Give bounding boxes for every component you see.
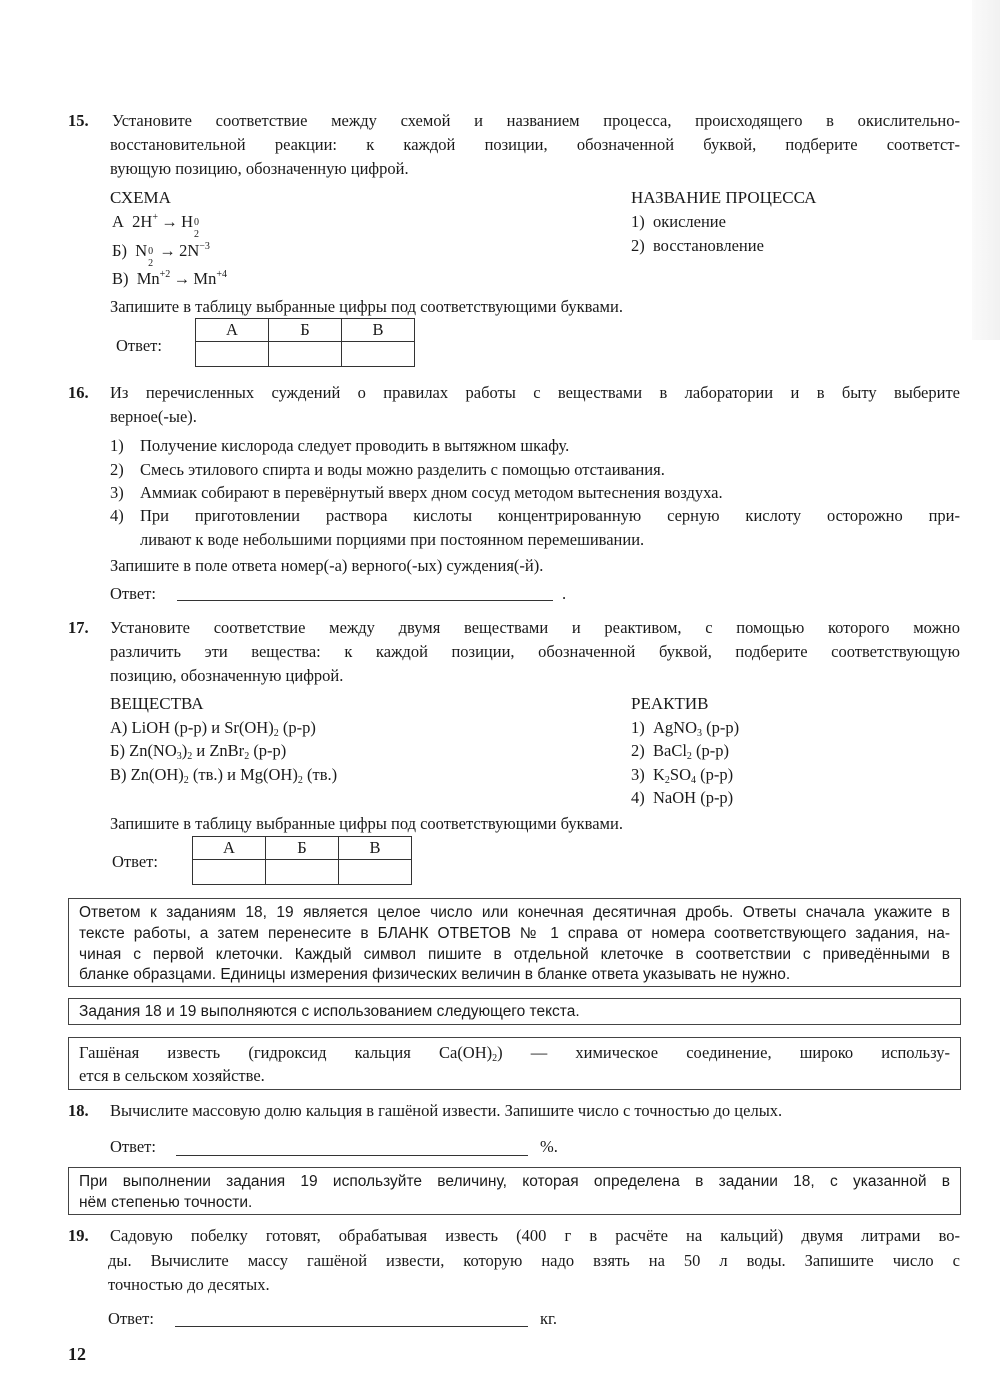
item-letter: Б) xyxy=(112,241,127,260)
option-number: 2) xyxy=(110,460,124,479)
box-text-line: ется в сельском хозяйстве. xyxy=(79,1066,265,1085)
reference-note-box xyxy=(68,998,961,1025)
answer-label: Ответ: xyxy=(110,1137,156,1156)
reagent-option-2: 2) BaCl$_2$ (р-р) xyxy=(631,741,730,762)
answer-field[interactable] xyxy=(177,600,553,601)
box-text-line: нём степенью точности. xyxy=(79,1194,253,1211)
question-text: Вычислите массовую долю кальция в гашёной извести. Запишите число с точностью до целых. xyxy=(110,1101,783,1120)
item-letter: А) xyxy=(110,718,128,737)
column-header-scheme: СХЕМА xyxy=(110,188,171,207)
box-text-line: тексте работы, а затем перенесите в БЛАНК ОТВЕТОВ № 1 справа от номера соответствующего задания, на- xyxy=(79,925,950,942)
option-number: 4) xyxy=(631,788,645,807)
answer-cell-c[interactable] xyxy=(342,342,415,367)
option-label: восстановление xyxy=(653,236,764,255)
table-header-b: Б xyxy=(266,837,339,860)
answer-unit: кг. xyxy=(540,1309,558,1328)
item-letter: В) xyxy=(110,765,127,784)
question-text-line: вующую позицию, обозначенную цифрой. xyxy=(110,159,409,178)
instructions-box xyxy=(68,898,961,987)
reagent-option-3: 3) $K_2SO_4$ (р-р) xyxy=(631,765,734,786)
table-header-a: А xyxy=(193,837,266,860)
substance-item-a: А) LiOH (р-р) и $Sr(OH)_2$ (р-р) xyxy=(110,718,316,739)
box-text-line: Ответом к заданиям 18, 19 является целое число или конечная десятичная дробь. Ответы сначала укажите в xyxy=(79,904,950,921)
question-text-line: точностью до десятых. xyxy=(108,1275,270,1294)
answer-table xyxy=(195,318,415,367)
option-text: Смесь этилового спирта и воды можно разделить с помощью отстаивания. xyxy=(140,460,665,479)
answer-instruction: Запишите в поле ответа номер(-а) верного(-ых) суждения(-й). xyxy=(110,556,544,575)
table-header-a: А xyxy=(196,319,269,342)
process-option-2 xyxy=(631,235,764,257)
question-text-line: различить эти вещества: к каждой позиции, обозначенной буквой, подберите соответствующую xyxy=(110,642,960,661)
question-text-line: ды. Вычислите массу гашёной извести, которую надо взять на 50 л воды. Запишите число с xyxy=(108,1251,960,1270)
option-number: 3) xyxy=(631,765,645,784)
box-text-line: чиная с первой клеточки. Каждый символ пишите в отдельной клеточке в соответствии с приведёнными в xyxy=(79,946,950,963)
column-header-substances: ВЕЩЕСТВА xyxy=(110,694,204,713)
reagent-option-4: 4) NaOH (р-р) xyxy=(631,788,734,807)
answer-cell-a[interactable] xyxy=(196,342,269,367)
table-header-c: В xyxy=(342,319,415,342)
table-header-b: Б xyxy=(269,319,342,342)
answer-label: Ответ: xyxy=(108,1309,154,1328)
option-text: При приготовлении раствора кислоты концентрированную серную кислоту осторожно при- xyxy=(140,506,960,525)
scan-edge-shadow xyxy=(972,0,1000,340)
scheme-item-b: Б) N 0 2 → $2N^{-3}$ xyxy=(112,241,210,269)
item-letter: Б) xyxy=(110,741,125,760)
table-instruction: Запишите в таблицу выбранные цифры под соответствующими буквами. xyxy=(110,814,623,833)
question-number: 18. xyxy=(68,1101,89,1120)
option-text: ливают к воде небольшими порциями при постоянном перемешивании. xyxy=(140,530,645,549)
option-number: 4) xyxy=(110,506,124,525)
box-text-line: Гашёная известь (гидроксид кальция $Ca(OH)_2$) — химическое соединение, широко использу- xyxy=(79,1043,950,1064)
box-text-line: Задания 18 и 19 выполняются с использованием следующего текста. xyxy=(79,1003,580,1020)
answer-cell-c[interactable] xyxy=(339,860,412,885)
context-text-box xyxy=(68,1037,961,1090)
option-label: окисление xyxy=(653,212,726,231)
reagent-option-1: 1) AgNO$_3$ (р-р) xyxy=(631,718,740,739)
option-text: Получение кислорода следует проводить в вытяжном шкафу. xyxy=(140,436,570,455)
answer-suffix: . xyxy=(562,584,567,603)
option-number: 2) xyxy=(631,236,645,255)
column-header-reagent: РЕАКТИВ xyxy=(631,694,709,713)
question-number: 16. xyxy=(68,383,89,402)
answer-field[interactable] xyxy=(176,1155,528,1156)
question-text-line: Установите соответствие между схемой и названием процесса, происходящего в окислительно- xyxy=(112,111,960,130)
answer-cell-b[interactable] xyxy=(266,860,339,885)
scheme-item-a: А 2H+ → H 0 2 xyxy=(112,212,200,240)
box-text-line: При выполнении задания 19 используйте величину, которая определена в задании 18, с указанной в xyxy=(79,1173,950,1190)
substance-item-c: В) $Zn(OH)_2$ (тв.) и $Mg(OH)_2$ (тв.) xyxy=(110,765,338,786)
question-text-line: Установите соответствие между двумя веществами и реактивом, с помощью которого можно xyxy=(110,618,960,637)
question-number: 19. xyxy=(68,1226,89,1245)
question-number: 15. xyxy=(68,111,89,130)
scheme-item-c: В) $Mn^{+2} \to Mn^{+4}$ xyxy=(112,269,227,288)
table-header-c: В xyxy=(339,837,412,860)
answer-unit: %. xyxy=(540,1137,558,1156)
question-text-line: восстановительной реакции: к каждой позиции, обозначенной буквой, подберите соответст- xyxy=(110,135,960,154)
option-number: 3) xyxy=(110,483,124,502)
table-instruction: Запишите в таблицу выбранные цифры под соответствующими буквами. xyxy=(110,297,623,316)
answer-cell-a[interactable] xyxy=(193,860,266,885)
answer-field[interactable] xyxy=(175,1326,528,1327)
substance-item-b: Б) $Zn(NO_3)_2$ и ZnBr$_2$ (р-р) xyxy=(110,741,287,762)
answer-label: Ответ: xyxy=(112,852,158,871)
question-text-line: Садовую побелку готовят, обрабатывая известь (400 г в расчёте на кальций) двумя литрами во- xyxy=(110,1226,960,1245)
question-text-line: верное(-ые). xyxy=(110,407,197,426)
precision-note-box xyxy=(68,1167,961,1215)
option-number: 1) xyxy=(631,718,645,737)
question-text-line: позицию, обозначенную цифрой. xyxy=(110,666,344,685)
box-text-line: бланке образцами. Единицы измерения физических величин в бланке ответа указывать не нужно. xyxy=(79,966,791,983)
column-header-process: НАЗВАНИЕ ПРОЦЕССА xyxy=(631,188,817,207)
option-number: 1) xyxy=(110,436,124,455)
option-text: Аммиак собирают в перевёрнутый вверх дном сосуд методом вытеснения воздуха. xyxy=(140,483,723,502)
question-number: 17. xyxy=(68,618,89,637)
process-option-1 xyxy=(631,211,726,233)
option-number: 2) xyxy=(631,741,645,760)
question-text-line: Из перечисленных суждений о правилах работы с веществами в лаборатории и в быту выберите xyxy=(110,383,960,402)
answer-cell-b[interactable] xyxy=(269,342,342,367)
option-number: 1) xyxy=(631,212,645,231)
answer-table xyxy=(192,836,412,885)
answer-label: Ответ: xyxy=(110,584,156,603)
item-letter: А xyxy=(112,212,124,231)
item-letter: В) xyxy=(112,269,129,288)
answer-label: Ответ: xyxy=(116,336,162,355)
page-number: 12 xyxy=(68,1344,86,1364)
